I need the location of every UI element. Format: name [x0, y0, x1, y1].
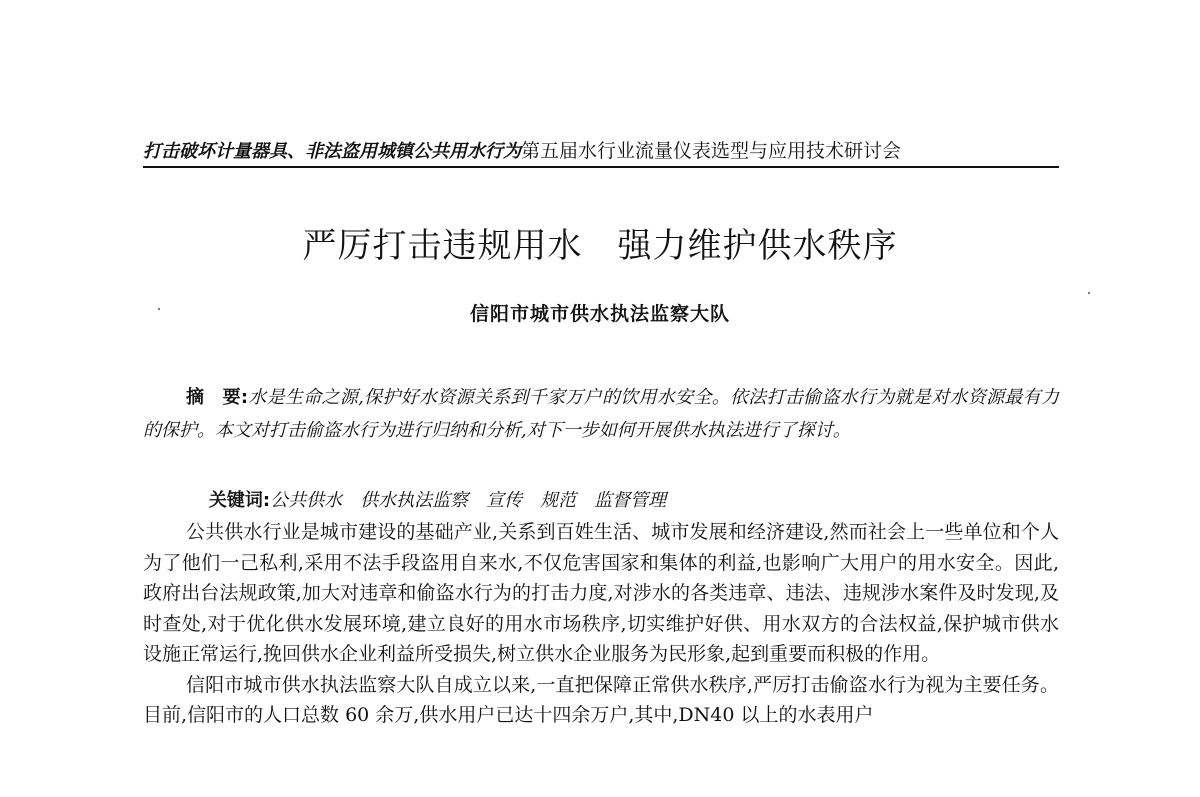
keywords-label: 关键词: [208, 490, 271, 511]
scan-speck [1088, 292, 1090, 294]
running-header-right: 第五届水行业流量仪表选型与应用技术研讨会 [521, 140, 902, 162]
abstract-text: 水是生命之源,保护好水资源关系到千家万户的饮用水安全。依法打击偷盗水行为就是对水资源最有力的保护。本文对打击偷盗水行为进行归纳和分析,对下一步如何开展供水执法进行了探讨。 [143, 387, 1059, 441]
abstract-label: 摘 要: [186, 387, 249, 408]
author-affiliation: 信阳市城市供水执法监察大队 [469, 303, 730, 325]
body-paragraph-2: 信阳市城市供水执法监察大队自成立以来,一直把保障正常供水秩序,严厉打击偷盗水行为视为主要任务。目前,信阳市的人口总数 60 余万,供水用户已达十四余万户,其中,DN40 以上的水表用户 [143, 673, 1059, 726]
running-header [143, 138, 1059, 165]
body-text [143, 517, 1059, 731]
body-paragraph-1: 公共供水行业是城市建设的基础产业,关系到百姓生活、城市发展和经济建设,然而社会上一些单位和个人为了他们一己私利,采用不法手段盗用自来水,不仅危害国家和集体的利益,也影响广大用户的用水安全。因此,政府出台法规政策,加大对违章和偷盗水行为的打击力度,对涉水的各类违章、违法、违规涉水案件及时发现,及时查处,对于优化供水发展环境,建立良好的用水市场秩序,切实维护好供、用水双方的合法权益,保护城市供水设施正常运行,挽回供水企业利益所受损失,树立供水企业服务为民形象,起到重要而积极的作用。 [143, 521, 1059, 665]
keywords-text: 公共供水 供水执法监察 宣传 规范 监督管理 [270, 490, 667, 511]
paper-title: 严厉打击违规用水 强力维护供水秩序 [302, 226, 898, 266]
abstract [143, 381, 1059, 447]
running-header-left: 打击破坏计量器具、非法盗用城镇公共用水行为 [143, 141, 521, 162]
header-rule [143, 166, 1059, 168]
scan-speck [158, 308, 160, 310]
